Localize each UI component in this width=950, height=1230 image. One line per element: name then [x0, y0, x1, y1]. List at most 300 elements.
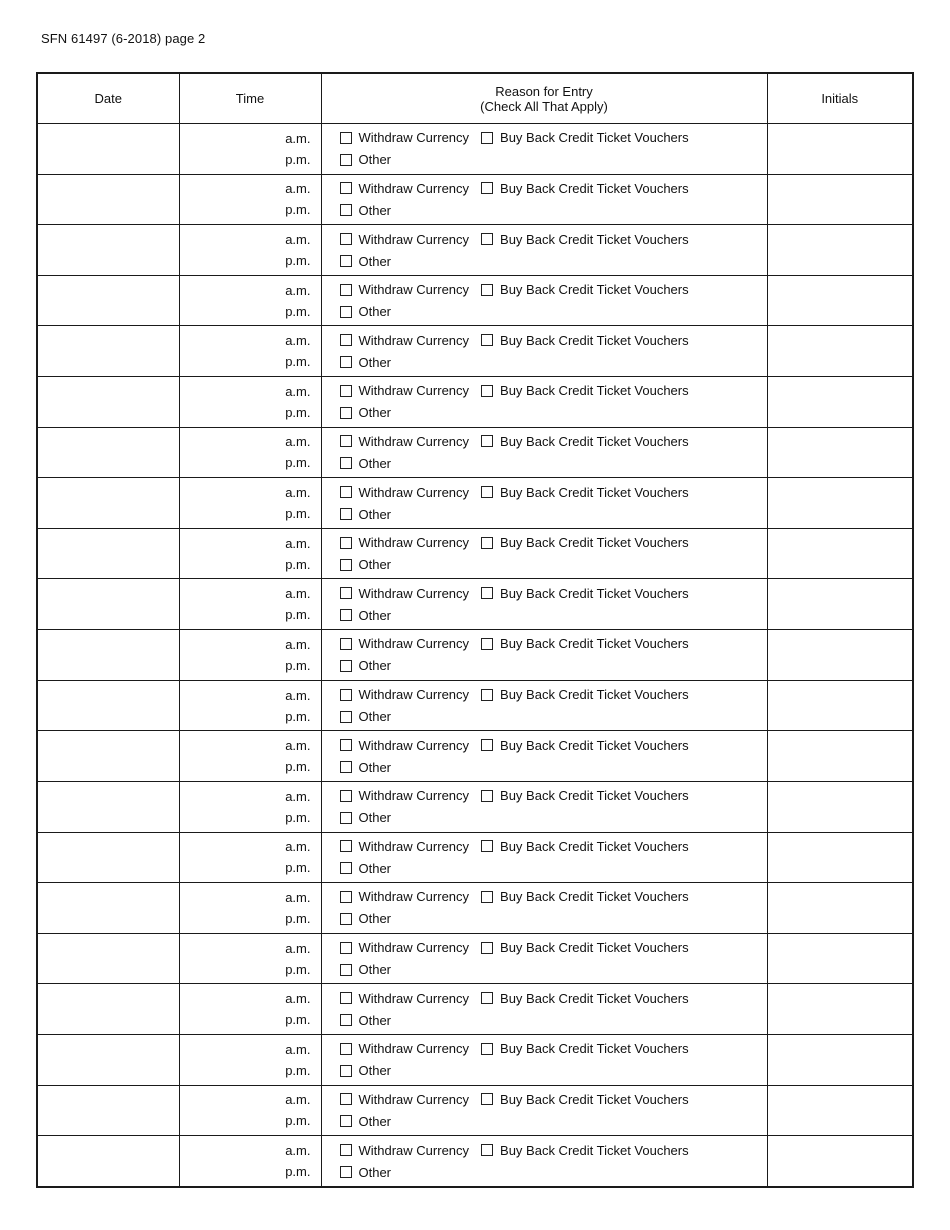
buy-back-option[interactable] — [481, 181, 689, 196]
time-cell[interactable] — [179, 579, 321, 630]
initials-cell[interactable] — [767, 1085, 913, 1136]
buy-back-checkbox[interactable] — [481, 537, 493, 549]
buy-back-option[interactable] — [481, 485, 689, 500]
other-option[interactable] — [340, 1013, 392, 1028]
other-checkbox[interactable] — [340, 1014, 352, 1026]
buy-back-checkbox[interactable] — [481, 992, 493, 1004]
buy-back-checkbox[interactable] — [481, 233, 493, 245]
withdraw-label: Withdraw Currency — [358, 585, 470, 601]
withdraw-checkbox[interactable] — [340, 182, 352, 194]
reason-line-1 — [340, 1139, 767, 1161]
reason-line-2 — [340, 402, 767, 424]
reason-line-2 — [340, 554, 767, 576]
date-cell[interactable] — [37, 528, 179, 579]
other-label: Other — [358, 658, 392, 674]
other-checkbox[interactable] — [340, 1166, 352, 1178]
buy-back-checkbox[interactable] — [481, 486, 493, 498]
date-cell[interactable] — [37, 1034, 179, 1085]
withdraw-option[interactable] — [340, 1143, 470, 1158]
initials-cell[interactable] — [767, 275, 913, 326]
reason-line-1 — [340, 937, 767, 959]
time-cell[interactable] — [179, 781, 321, 832]
header-reason-title: Reason for Entry — [495, 83, 593, 99]
date-cell[interactable] — [37, 174, 179, 225]
am-label: a.m. — [285, 1092, 311, 1108]
buy-back-checkbox[interactable] — [481, 435, 493, 447]
withdraw-option[interactable] — [340, 232, 470, 247]
reason-line-1 — [340, 532, 767, 554]
buy-back-label: Buy Back Credit Ticket Vouchers — [500, 585, 689, 601]
time-cell[interactable] — [179, 174, 321, 225]
other-option[interactable] — [340, 608, 392, 623]
initials-cell[interactable] — [767, 781, 913, 832]
table-row — [37, 680, 913, 731]
time-cell[interactable] — [179, 275, 321, 326]
reason-cell — [321, 275, 767, 326]
withdraw-option[interactable] — [340, 1092, 470, 1107]
date-cell[interactable] — [37, 731, 179, 782]
withdraw-checkbox[interactable] — [340, 587, 352, 599]
date-cell[interactable] — [37, 124, 179, 175]
withdraw-option[interactable] — [340, 940, 470, 955]
initials-cell[interactable] — [767, 478, 913, 529]
initials-cell[interactable] — [767, 377, 913, 428]
buy-back-option[interactable] — [481, 1143, 689, 1158]
buy-back-option[interactable] — [481, 839, 689, 854]
withdraw-label: Withdraw Currency — [358, 282, 470, 298]
reason-line-1 — [340, 582, 767, 604]
other-option[interactable] — [340, 355, 392, 370]
buy-back-option[interactable] — [481, 687, 689, 702]
withdraw-checkbox[interactable] — [340, 1093, 352, 1105]
other-label: Other — [358, 455, 392, 471]
reason-cell — [321, 832, 767, 883]
reason-cell — [321, 528, 767, 579]
time-cell[interactable] — [179, 528, 321, 579]
buy-back-checkbox[interactable] — [481, 638, 493, 650]
date-cell[interactable] — [37, 377, 179, 428]
reason-cell — [321, 933, 767, 984]
date-cell[interactable] — [37, 326, 179, 377]
buy-back-label: Buy Back Credit Ticket Vouchers — [500, 231, 689, 247]
date-cell[interactable] — [37, 225, 179, 276]
date-cell[interactable] — [37, 427, 179, 478]
buy-back-option[interactable] — [481, 586, 689, 601]
pm-label: p.m. — [285, 809, 311, 825]
other-label: Other — [358, 607, 392, 623]
other-checkbox[interactable] — [340, 660, 352, 672]
buy-back-label: Buy Back Credit Ticket Vouchers — [500, 383, 689, 399]
other-label: Other — [358, 1012, 392, 1028]
reason-line-2 — [340, 1110, 767, 1132]
buy-back-checkbox[interactable] — [481, 284, 493, 296]
time-cell[interactable] — [179, 680, 321, 731]
withdraw-label: Withdraw Currency — [358, 990, 470, 1006]
other-label: Other — [358, 911, 392, 927]
buy-back-option[interactable] — [481, 1041, 689, 1056]
other-option[interactable] — [340, 254, 392, 269]
table-row — [37, 630, 913, 681]
time-cell[interactable] — [179, 1136, 321, 1187]
reason-line-2 — [340, 807, 767, 829]
pm-label: p.m. — [285, 961, 311, 977]
initials-cell[interactable] — [767, 174, 913, 225]
table-row — [37, 377, 913, 428]
withdraw-option[interactable] — [340, 383, 470, 398]
withdraw-label: Withdraw Currency — [358, 788, 470, 804]
pm-label: p.m. — [285, 253, 311, 269]
reason-cell — [321, 781, 767, 832]
other-option[interactable] — [340, 911, 392, 926]
pm-label: p.m. — [285, 759, 311, 775]
time-cell[interactable] — [179, 832, 321, 883]
pm-label: p.m. — [285, 354, 311, 370]
buy-back-option[interactable] — [481, 788, 689, 803]
time-cell[interactable] — [179, 984, 321, 1035]
initials-cell[interactable] — [767, 832, 913, 883]
other-label: Other — [358, 860, 392, 876]
other-checkbox[interactable] — [340, 761, 352, 773]
buy-back-checkbox[interactable] — [481, 790, 493, 802]
header-initials: Initials — [767, 73, 913, 124]
time-cell[interactable] — [179, 883, 321, 934]
form-id: SFN 61497 (6-2018) page 2 — [41, 31, 206, 46]
reason-line-1 — [340, 785, 767, 807]
other-checkbox[interactable] — [340, 255, 352, 267]
other-label: Other — [358, 1113, 392, 1129]
other-option[interactable] — [340, 962, 392, 977]
buy-back-option[interactable] — [481, 940, 689, 955]
buy-back-option[interactable] — [481, 636, 689, 651]
time-cell[interactable] — [179, 124, 321, 175]
withdraw-label: Withdraw Currency — [358, 383, 470, 399]
withdraw-label: Withdraw Currency — [358, 838, 470, 854]
buy-back-option[interactable] — [481, 383, 689, 398]
date-cell[interactable] — [37, 883, 179, 934]
other-checkbox[interactable] — [340, 559, 352, 571]
withdraw-label: Withdraw Currency — [358, 332, 470, 348]
reason-cell — [321, 1034, 767, 1085]
withdraw-option[interactable] — [340, 434, 470, 449]
date-cell[interactable] — [37, 630, 179, 681]
other-option[interactable] — [340, 304, 392, 319]
other-checkbox[interactable] — [340, 407, 352, 419]
withdraw-option[interactable] — [340, 181, 470, 196]
withdraw-checkbox[interactable] — [340, 638, 352, 650]
initials-cell[interactable] — [767, 933, 913, 984]
table-row — [37, 579, 913, 630]
other-option[interactable] — [340, 405, 392, 420]
buy-back-option[interactable] — [481, 1092, 689, 1107]
withdraw-option[interactable] — [340, 991, 470, 1006]
buy-back-label: Buy Back Credit Ticket Vouchers — [500, 940, 689, 956]
withdraw-checkbox[interactable] — [340, 132, 352, 144]
other-label: Other — [358, 304, 392, 320]
buy-back-option[interactable] — [481, 738, 689, 753]
time-cell[interactable] — [179, 427, 321, 478]
table-row — [37, 933, 913, 984]
table-row — [37, 124, 913, 175]
buy-back-option[interactable] — [481, 434, 689, 449]
pm-label: p.m. — [285, 657, 311, 673]
buy-back-checkbox[interactable] — [481, 891, 493, 903]
initials-cell[interactable] — [767, 1034, 913, 1085]
other-checkbox[interactable] — [340, 964, 352, 976]
date-cell[interactable] — [37, 680, 179, 731]
withdraw-option[interactable] — [340, 535, 470, 550]
buy-back-label: Buy Back Credit Ticket Vouchers — [500, 535, 689, 551]
withdraw-checkbox[interactable] — [340, 233, 352, 245]
buy-back-checkbox[interactable] — [481, 739, 493, 751]
initials-cell[interactable] — [767, 984, 913, 1035]
pm-label: p.m. — [285, 303, 311, 319]
withdraw-checkbox[interactable] — [340, 942, 352, 954]
withdraw-checkbox[interactable] — [340, 739, 352, 751]
withdraw-option[interactable] — [340, 839, 470, 854]
buy-back-checkbox[interactable] — [481, 587, 493, 599]
buy-back-option[interactable] — [481, 535, 689, 550]
buy-back-label: Buy Back Credit Ticket Vouchers — [500, 636, 689, 652]
other-option[interactable] — [340, 456, 392, 471]
time-cell[interactable] — [179, 731, 321, 782]
reason-line-1 — [340, 127, 767, 149]
other-checkbox[interactable] — [340, 306, 352, 318]
date-cell[interactable] — [37, 933, 179, 984]
buy-back-checkbox[interactable] — [481, 1144, 493, 1156]
pm-label: p.m. — [285, 708, 311, 724]
initials-cell[interactable] — [767, 225, 913, 276]
reason-line-1 — [340, 177, 767, 199]
am-label: a.m. — [285, 839, 311, 855]
date-cell[interactable] — [37, 579, 179, 630]
buy-back-label: Buy Back Credit Ticket Vouchers — [500, 1142, 689, 1158]
date-cell[interactable] — [37, 781, 179, 832]
am-label: a.m. — [285, 991, 311, 1007]
other-checkbox[interactable] — [340, 609, 352, 621]
withdraw-checkbox[interactable] — [340, 435, 352, 447]
other-option[interactable] — [340, 861, 392, 876]
table-row — [37, 1034, 913, 1085]
buy-back-option[interactable] — [481, 991, 689, 1006]
other-checkbox[interactable] — [340, 356, 352, 368]
withdraw-option[interactable] — [340, 636, 470, 651]
other-option[interactable] — [340, 709, 392, 724]
withdraw-option[interactable] — [340, 333, 470, 348]
am-label: a.m. — [285, 738, 311, 754]
header-reason — [321, 73, 767, 124]
withdraw-option[interactable] — [340, 485, 470, 500]
reason-line-2 — [340, 301, 767, 323]
withdraw-checkbox[interactable] — [340, 790, 352, 802]
date-cell[interactable] — [37, 984, 179, 1035]
withdraw-checkbox[interactable] — [340, 1144, 352, 1156]
other-option[interactable] — [340, 507, 392, 522]
withdraw-checkbox[interactable] — [340, 486, 352, 498]
date-cell[interactable] — [37, 478, 179, 529]
initials-cell[interactable] — [767, 579, 913, 630]
reason-line-1 — [340, 1038, 767, 1060]
table-row — [37, 225, 913, 276]
am-label: a.m. — [285, 282, 311, 298]
other-checkbox[interactable] — [340, 862, 352, 874]
pm-label: p.m. — [285, 455, 311, 471]
other-checkbox[interactable] — [340, 1115, 352, 1127]
withdraw-checkbox[interactable] — [340, 840, 352, 852]
other-checkbox[interactable] — [340, 154, 352, 166]
buy-back-option[interactable] — [481, 130, 689, 145]
buy-back-checkbox[interactable] — [481, 334, 493, 346]
reason-line-2 — [340, 756, 767, 778]
other-option[interactable] — [340, 152, 392, 167]
withdraw-label: Withdraw Currency — [358, 1041, 470, 1057]
date-cell[interactable] — [37, 1085, 179, 1136]
other-option[interactable] — [340, 810, 392, 825]
buy-back-checkbox[interactable] — [481, 385, 493, 397]
am-label: a.m. — [285, 130, 311, 146]
withdraw-option[interactable] — [340, 788, 470, 803]
date-cell[interactable] — [37, 1136, 179, 1187]
withdraw-checkbox[interactable] — [340, 992, 352, 1004]
withdraw-label: Withdraw Currency — [358, 636, 470, 652]
withdraw-checkbox[interactable] — [340, 891, 352, 903]
withdraw-checkbox[interactable] — [340, 689, 352, 701]
reason-line-2 — [340, 250, 767, 272]
withdraw-checkbox[interactable] — [340, 284, 352, 296]
withdraw-checkbox[interactable] — [340, 385, 352, 397]
withdraw-option[interactable] — [340, 1041, 470, 1056]
buy-back-option[interactable] — [481, 282, 689, 297]
other-label: Other — [358, 506, 392, 522]
initials-cell[interactable] — [767, 528, 913, 579]
pm-label: p.m. — [285, 1113, 311, 1129]
withdraw-option[interactable] — [340, 282, 470, 297]
buy-back-checkbox[interactable] — [481, 942, 493, 954]
time-cell[interactable] — [179, 630, 321, 681]
other-label: Other — [358, 1164, 392, 1180]
initials-cell[interactable] — [767, 731, 913, 782]
withdraw-label: Withdraw Currency — [358, 1142, 470, 1158]
buy-back-option[interactable] — [481, 232, 689, 247]
time-cell[interactable] — [179, 478, 321, 529]
other-checkbox[interactable] — [340, 457, 352, 469]
other-option[interactable] — [340, 557, 392, 572]
withdraw-checkbox[interactable] — [340, 537, 352, 549]
buy-back-checkbox[interactable] — [481, 132, 493, 144]
withdraw-checkbox[interactable] — [340, 334, 352, 346]
reason-cell — [321, 478, 767, 529]
withdraw-checkbox[interactable] — [340, 1043, 352, 1055]
time-cell[interactable] — [179, 377, 321, 428]
pm-label: p.m. — [285, 1062, 311, 1078]
buy-back-checkbox[interactable] — [481, 840, 493, 852]
other-option[interactable] — [340, 203, 392, 218]
withdraw-label: Withdraw Currency — [358, 940, 470, 956]
other-checkbox[interactable] — [340, 508, 352, 520]
other-option[interactable] — [340, 1063, 392, 1078]
withdraw-option[interactable] — [340, 130, 470, 145]
other-checkbox[interactable] — [340, 711, 352, 723]
am-label: a.m. — [285, 1143, 311, 1159]
buy-back-checkbox[interactable] — [481, 1043, 493, 1055]
header-time: Time — [179, 73, 321, 124]
initials-cell[interactable] — [767, 1136, 913, 1187]
buy-back-label: Buy Back Credit Ticket Vouchers — [500, 687, 689, 702]
reason-line-1 — [340, 380, 767, 402]
other-checkbox[interactable] — [340, 1065, 352, 1077]
other-checkbox[interactable] — [340, 913, 352, 925]
header-date: Date — [37, 73, 179, 124]
reason-cell — [321, 225, 767, 276]
buy-back-checkbox[interactable] — [481, 182, 493, 194]
time-cell[interactable] — [179, 1085, 321, 1136]
time-cell[interactable] — [179, 326, 321, 377]
other-checkbox[interactable] — [340, 812, 352, 824]
time-cell[interactable] — [179, 933, 321, 984]
withdraw-option[interactable] — [340, 889, 470, 904]
table-row — [37, 528, 913, 579]
other-checkbox[interactable] — [340, 204, 352, 216]
reason-line-2 — [340, 908, 767, 930]
other-option[interactable] — [340, 1114, 392, 1129]
initials-cell[interactable] — [767, 124, 913, 175]
reason-cell — [321, 124, 767, 175]
am-label: a.m. — [285, 889, 311, 905]
reason-line-1 — [340, 734, 767, 756]
date-cell[interactable] — [37, 832, 179, 883]
am-label: a.m. — [285, 940, 311, 956]
other-option[interactable] — [340, 658, 392, 673]
pm-label: p.m. — [285, 556, 311, 572]
withdraw-option[interactable] — [340, 586, 470, 601]
withdraw-option[interactable] — [340, 738, 470, 753]
pm-label: p.m. — [285, 860, 311, 876]
buy-back-label: Buy Back Credit Ticket Vouchers — [500, 1091, 689, 1107]
table-row — [37, 984, 913, 1035]
withdraw-label: Withdraw Currency — [358, 433, 470, 449]
time-cell[interactable] — [179, 225, 321, 276]
buy-back-checkbox[interactable] — [481, 1093, 493, 1105]
initials-cell[interactable] — [767, 630, 913, 681]
initials-cell[interactable] — [767, 326, 913, 377]
reason-cell — [321, 427, 767, 478]
other-label: Other — [358, 759, 392, 775]
withdraw-option[interactable] — [340, 687, 470, 702]
reason-line-2 — [340, 351, 767, 373]
buy-back-option[interactable] — [481, 333, 689, 348]
buy-back-option[interactable] — [481, 889, 689, 904]
pm-label: p.m. — [285, 1012, 311, 1028]
reason-cell — [321, 680, 767, 731]
log-body — [37, 124, 913, 1188]
am-label: a.m. — [285, 333, 311, 349]
date-cell[interactable] — [37, 275, 179, 326]
time-cell[interactable] — [179, 1034, 321, 1085]
pm-label: p.m. — [285, 404, 311, 420]
initials-cell[interactable] — [767, 883, 913, 934]
buy-back-checkbox[interactable] — [481, 689, 493, 701]
withdraw-label: Withdraw Currency — [358, 484, 470, 500]
pm-label: p.m. — [285, 506, 311, 522]
other-option[interactable] — [340, 760, 392, 775]
withdraw-label: Withdraw Currency — [358, 687, 470, 702]
table-row — [37, 427, 913, 478]
pm-label: p.m. — [285, 607, 311, 623]
am-label: a.m. — [285, 788, 311, 804]
initials-cell[interactable] — [767, 680, 913, 731]
table-row — [37, 478, 913, 529]
other-option[interactable] — [340, 1165, 392, 1180]
initials-cell[interactable] — [767, 427, 913, 478]
